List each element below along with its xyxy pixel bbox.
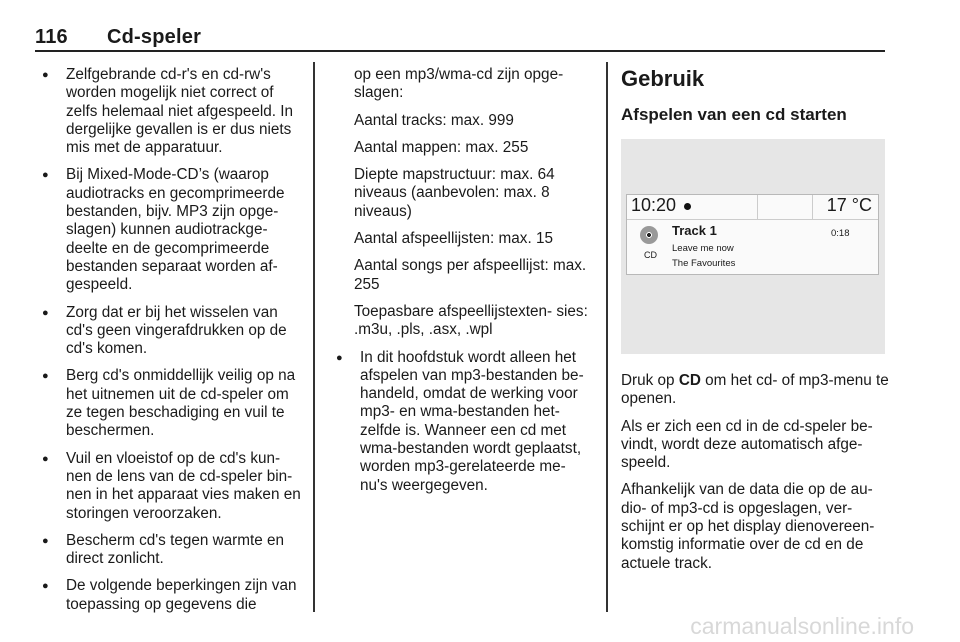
limit-item: Aantal mappen: max. 255 [354, 138, 529, 156]
track-title: Track 1 [672, 223, 717, 238]
autoplay-paragraph: Als er zich een cd in de cd-speler be- vindt, wordt deze automatisch afge- speeld. [621, 417, 873, 472]
display-divider [627, 219, 878, 220]
display-separator [812, 195, 813, 219]
column-2 [330, 66, 596, 504]
list-item: ● In dit hoofdstuk wordt alleen het afspelen van mp3-bestanden be- handeld, omdat de werking voor mp3- en wma-bestanden het- zelfde is. Wanneer een cd met wma-bestanden wordt geplaatst, worden mp3-gerelateerde me- nu's weergegeven. [330, 349, 596, 495]
mp3-note-list [330, 349, 596, 495]
radio-display [626, 194, 879, 275]
source-label: CD [644, 250, 657, 260]
limit-item: Diepte mapstructuur: max. 64 niveaus (aanbevolen: max. 8 niveaus) [354, 166, 555, 220]
limit-item: Aantal afspeellijsten: max. 15 [354, 230, 553, 248]
artist-name: The Favourites [672, 258, 736, 269]
list-item: ● Zelfgebrande cd-r's en cd-rw's worden mogelijk niet correct of zelfs helemaal niet afgespeeld. In dergelijke gevallen is er dus niets mis met de apparatuur. [36, 66, 302, 157]
column-divider-1 [313, 62, 315, 612]
header-rule [35, 50, 885, 52]
list-item: ● Vuil en vloeistof op de cd's kun- nen de lens van de cd-speler bin- nen in het apparaat vies maken en storingen veroorzaken. [36, 450, 302, 523]
display-info-paragraph: Afhankelijk van de data die op de au- dio- of mp3-cd is opgeslagen, ver- schijnt er op het display dienovereen- komstig informatie over de cd en de actuele track. [621, 481, 875, 572]
section-title: Cd-speler [107, 26, 202, 48]
clock-readout: 10:20 [631, 195, 677, 215]
status-dot-icon [684, 203, 691, 210]
list-item: ● Bescherm cd's tegen warmte en direct zonlicht. [36, 532, 302, 569]
display-illustration [621, 139, 885, 354]
column-divider-2 [606, 62, 608, 612]
instruction-suffix: om het cd- of mp3-menu te openen. [621, 372, 889, 408]
song-title: Leave me now [672, 243, 734, 254]
continuation-text: op een mp3/wma-cd zijn opge- slagen: [354, 66, 564, 102]
cd-tips-list [36, 66, 302, 614]
elapsed-time: 0:18 [831, 228, 850, 239]
column-1 [36, 66, 302, 623]
list-item: ● Bij Mixed-Mode-CD’s (waarop audiotracks en gecomprimeerde bestanden, bijv. MP3 zijn opge- slagen) kunnen audiotrackge- deelte en de gecomprimeerde bestanden separaat worden af- gespeeld. [36, 166, 302, 294]
subsection-heading: Afspelen van een cd starten [621, 105, 847, 124]
list-item: ● Berg cd's onmiddellijk veilig op na het uitnemen uit de cd-speler om ze tegen beschadiging en vuil te beschermen. [36, 367, 302, 440]
list-item: ● De volgende beperkingen zijn van toepassing op gegevens die [36, 577, 302, 614]
temperature-readout: 17 °C [826, 195, 872, 215]
instruction-paragraph [621, 372, 891, 409]
page-header [35, 26, 201, 49]
watermark: carmanualsonline.info [690, 613, 914, 639]
cd-disc-icon [640, 226, 658, 244]
cd-button-label: CD [678, 372, 701, 389]
instruction-prefix: Druk op [621, 372, 679, 389]
page-number: 116 [35, 26, 68, 48]
limit-item: Toepasbare afspeellijstexten- sies: .m3u, .pls, .asx, .wpl [354, 302, 588, 339]
list-item: ● Zorg dat er bij het wisselen van cd's geen vingerafdrukken op de cd's komen. [36, 304, 302, 359]
column-3 [621, 66, 891, 582]
limit-item: Aantal tracks: max. 999 [354, 111, 514, 129]
display-separator [757, 195, 758, 219]
limit-item: Aantal songs per afspeellijst: max. 255 [354, 257, 587, 293]
section-heading: Gebruik [621, 66, 705, 91]
